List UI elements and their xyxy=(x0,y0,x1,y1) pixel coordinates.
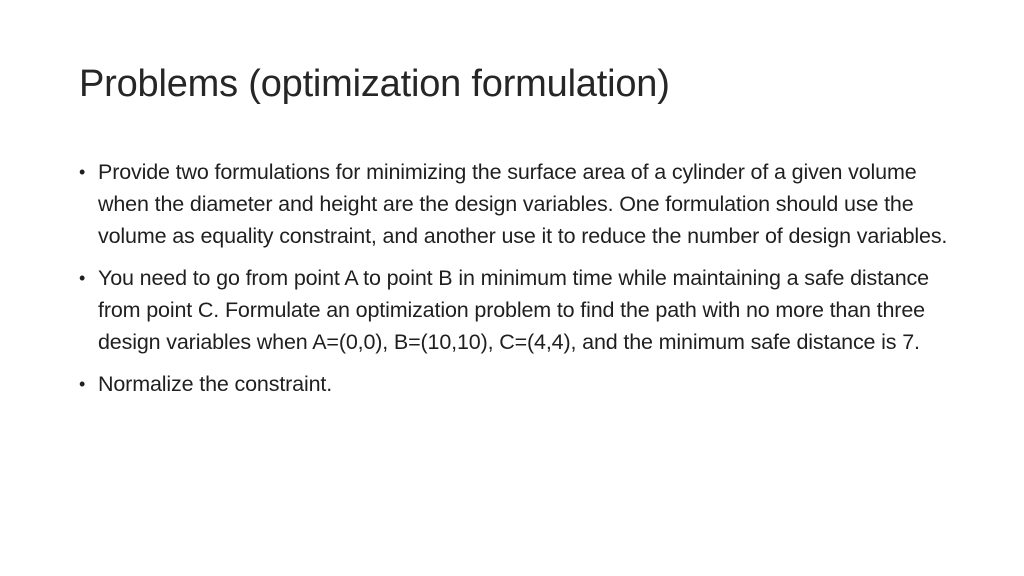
bullet-list xyxy=(79,156,959,410)
bullet-icon: • xyxy=(79,268,86,288)
bullet-item xyxy=(79,262,959,358)
bullet-text: You need to go from point A to point B in minimum time while maintaining a safe distance from point C. Formulate an optimization problem to find the path with no more than three design variables when A=(0,0), B=(10,10), C=(4,4), and the minimum safe distance is 7. xyxy=(98,266,929,354)
bullet-icon: • xyxy=(79,374,86,394)
bullet-text: Provide two formulations for minimizing the surface area of a cylinder of a given volume when the diameter and height are the design variables. One formulation should use the volume as equality constraint, and another use it to reduce the number of design variables. xyxy=(98,160,948,248)
bullet-text: Normalize the constraint. xyxy=(98,372,333,396)
slide-title: Problems (optimization formulation) xyxy=(79,63,670,105)
bullet-item xyxy=(79,368,959,400)
bullet-item xyxy=(79,156,959,252)
bullet-icon: • xyxy=(79,162,86,182)
